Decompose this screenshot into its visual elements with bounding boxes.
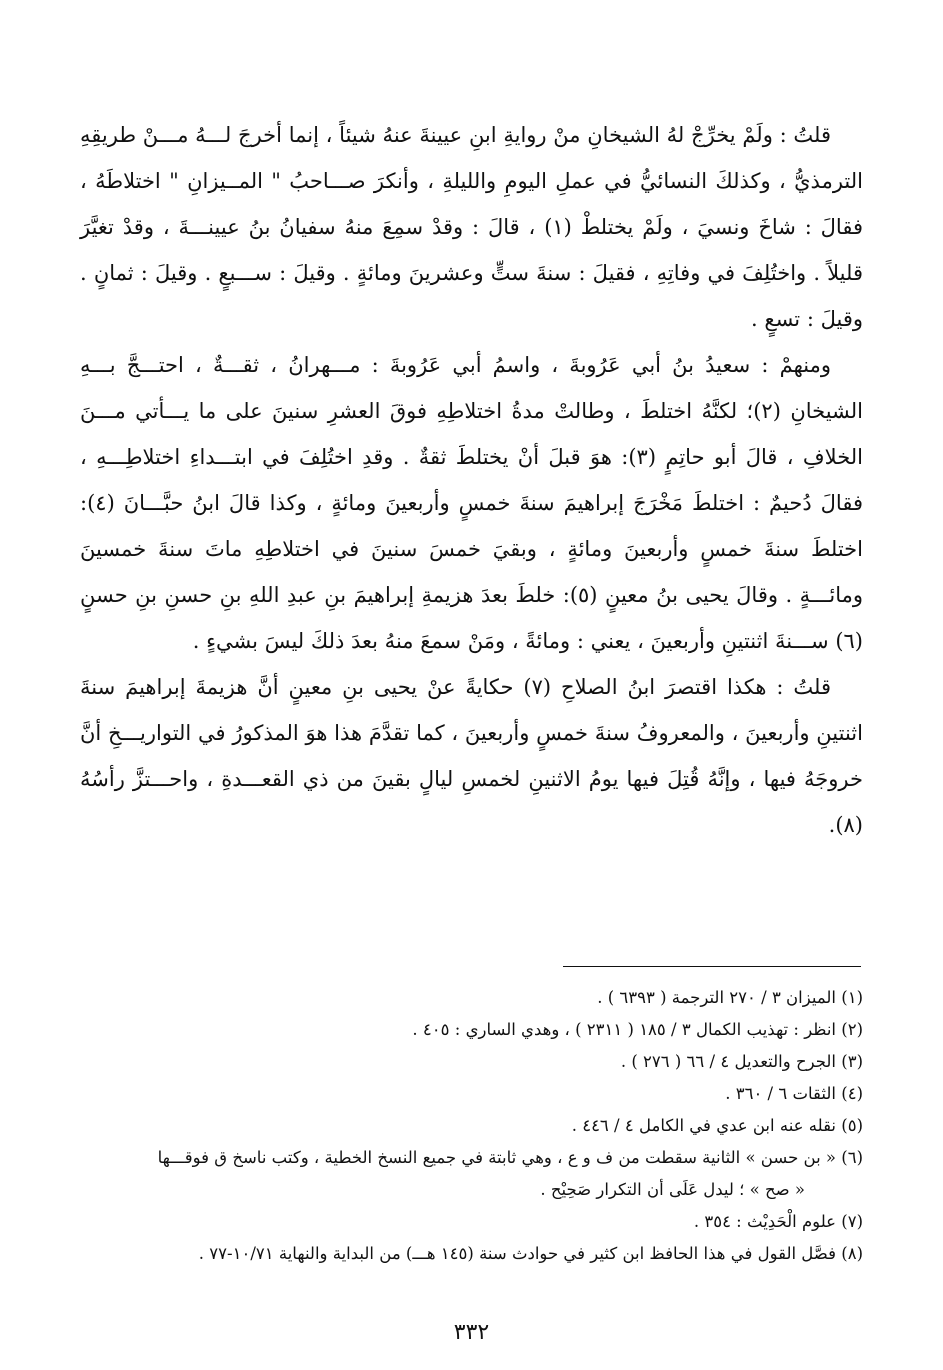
page-number: ٣٣٢ bbox=[453, 1320, 490, 1345]
footnote-divider bbox=[563, 966, 861, 967]
paragraph-2: ومنهمْ : سعيدُ بنُ أبي عَرُوبةَ ، واسمُ أبي عَرُوبةَ : مـــهرانُ ، ثقـــةٌ ، احتـــجَّ بـــهِ الشيخانِ (٢)؛ لكنَّهُ اختلطَ ، وطالتْ مدةُ اختلاطِهِ فوقَ العشرِ سنينَ على ما يـــأتي مـــنَ الخلافِ ، قالَ أبو حاتِمٍ (٣): هوَ قبلَ أنْ يختلطَ ثقةٌ . وقدِ اختُلِفَ في ابتـــداءِ اختلاطِـــهِ ، فقالَ دُحيمٌ : اختلطَ مَخْرَجَ إبراهيمَ سنةَ خمسٍ وأربعينَ ومائةٍ ، وكذا قالَ ابنُ حبَّـــانَ (٤): اختلطَ سنةَ خمسٍ وأربعينَ ومائةٍ ، وبقيَ خمسَ سنينَ في اختلاطِهِ ماتَ سنةَ خمسينَ ومائـــةٍ . وقالَ يحيى بنُ معينٍ (٥): خلطَ بعدَ هزيمةِ إبراهيمَ بنِ عبدِ اللهِ بنِ حسنِ بنِ حسنٍ (٦) ســـنةَ اثنتينِ وأربعينَ ، يعني : ومائةً ، ومَنْ سمعَ منهُ بعدَ ذلكَ ليسَ بشيءٍ . bbox=[80, 353, 863, 653]
footnotes-section bbox=[80, 982, 863, 1270]
footnote-6-continuation: « صح » ؛ ليدل عَلَى أن التكرار صَحِيْح . bbox=[540, 1180, 805, 1199]
footnote-8: (٨) فصَّل القول في هذا الحافظ ابن كثير في حوادث سنة (١٤٥ هـــ) من البداية والنهاية ١٠/٧١-٧٧ . bbox=[198, 1244, 863, 1263]
paragraph-3: قلتُ : هكذا اقتصرَ ابنُ الصلاحِ (٧) حكايةً عنْ يحيى بنِ معينٍ أنَّ هزيمةَ إبراهيمَ سنةَ اثنتينِ وأربعينَ ، والمعروفُ سنةَ خمسٍ وأربعينَ ، كما تقدَّمَ هذا هوَ المذكورُ في التواريـــخِ أنَّ خروجَهُ فيها ، وإنَّهُ قُتِلَ فيها يومُ الاثنينِ لخمسِ ليالٍ بقينَ من ذي القعـــدةِ ، واحـــتزَّ رأسُهُ (٨). bbox=[80, 675, 863, 837]
footnote-3: (٣) الجرح والتعديل ٤ / ٦٦ ( ٢٧٦ ) . bbox=[620, 1052, 863, 1071]
footnote-6-text: (٦) « بن حسن » الثانية سقطت من ف و ع ، وهي ثابتة في جميع النسخ الخطية ، وكتب ناسخ ق فوقـــها bbox=[157, 1148, 863, 1167]
footnote-1: (١) الميزان ٣ / ٢٧٠ الترجمة ( ٦٣٩٣ ) . bbox=[597, 988, 863, 1007]
footnote-2: (٢) انظر : تهذيب الكمال ٣ / ١٨٥ ( ٢٣١١ ) ، وهدي الساري : ٤٠٥ . bbox=[412, 1020, 863, 1039]
main-text-body bbox=[80, 112, 863, 848]
footnote-4: (٤) الثقات ٦ / ٣٦٠ . bbox=[725, 1084, 863, 1103]
footnote-6 bbox=[80, 1142, 863, 1206]
footnote-5: (٥) نقله عنه ابن عدي في الكامل ٤ / ٤٤٦ . bbox=[571, 1116, 863, 1135]
footnote-7: (٧) علوم الْحَدِيْث : ٣٥٤ . bbox=[693, 1212, 863, 1231]
paragraph-1: قلتُ : ولَمْ يخرِّجْ لهُ الشيخانِ منْ روايةِ ابنِ عيينةَ عنهُ شيئاً ، إنما أخرجَ لـــهُ مـــنْ طريقِهِ الترمذيُّ ، وكذلكَ النسائيُّ في عملِ اليومِ والليلةِ ، وأنكرَ صـــاحبُ " المــيزانِ " اختلاطَهُ ، فقالَ : شاخَ ونسيَ ، ولَمْ يختلطْ (١) ، قالَ : وقدْ سمِعَ منهُ سفيانُ بنُ عيينـــةَ ، وقدْ تغيَّرَ قليلاً . واختُلِفَ في وفاتِهِ ، فقيلَ : سنةَ ستٍّ وعشرينَ ومائةٍ . وقيلَ : ســـبعٍ . وقيلَ : ثمانٍ . وقيلَ : تسعٍ . bbox=[80, 123, 863, 331]
